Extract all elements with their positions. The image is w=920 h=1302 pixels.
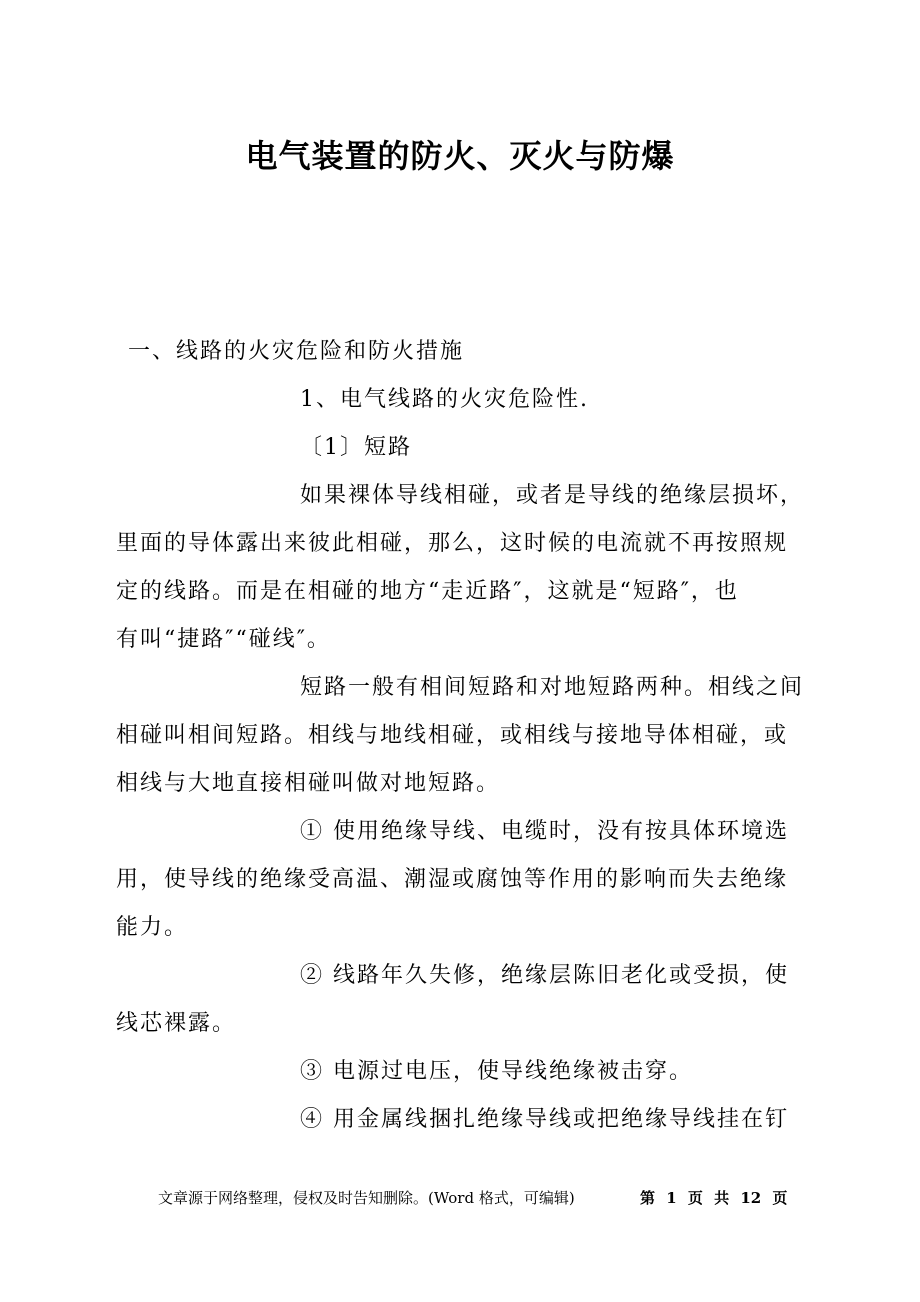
list-item-line: ① 使用绝缘导线、电缆时，没有按具体环境选: [300, 819, 789, 844]
paragraph-line: 定的线路。而是在相碰的地方“走近路″，这就是“短路″，也: [116, 579, 739, 604]
document-body: [116, 328, 816, 1144]
list-item-line: ② 线路年久失修，绝缘层陈旧老化或受损，使: [300, 963, 789, 988]
list-item-line: ③ 电源过电压，使导线绝缘被击穿。: [300, 1059, 693, 1084]
subsection-heading: 1、电气线路的火灾危险性.: [300, 387, 589, 412]
paragraph-line: 有叫“捷路″“碰线″。: [116, 627, 331, 652]
list-item-line: 线芯裸露。: [116, 1011, 237, 1036]
list-item-line: ④ 用金属线捆扎绝缘导线或把绝缘导线挂在钉: [300, 1107, 789, 1132]
paragraph-line: 里面的导体露出来彼此相碰，那么，这时候的电流就不再按照规: [116, 531, 789, 556]
page-number: 第 1 页 共 12 页: [640, 1189, 788, 1207]
document-title: 电气装置的防火、灭火与防爆: [245, 137, 675, 175]
item-heading: 〔1〕短路: [300, 435, 412, 460]
paragraph-line: 短路一般有相间短路和对地短路两种。相线之间: [300, 675, 805, 700]
paragraph-line: 相碰叫相间短路。相线与地线相碰，或相线与接地导体相碰，或: [116, 723, 789, 748]
paragraph-line: 如果裸体导线相碰，或者是导线的绝缘层损坏，: [300, 483, 805, 508]
list-item-line: 能力。: [116, 915, 189, 940]
section-heading: 一、线路的火灾危险和防火措施: [128, 339, 465, 364]
list-item-line: 用，使导线的绝缘受高温、潮湿或腐蚀等作用的影响而失去绝缘: [116, 867, 789, 892]
footer-note: 文章源于网络整理，侵权及时告知删除。(Word 格式，可编辑): [158, 1189, 575, 1207]
paragraph-line: 相线与大地直接相碰叫做对地短路。: [116, 771, 501, 796]
